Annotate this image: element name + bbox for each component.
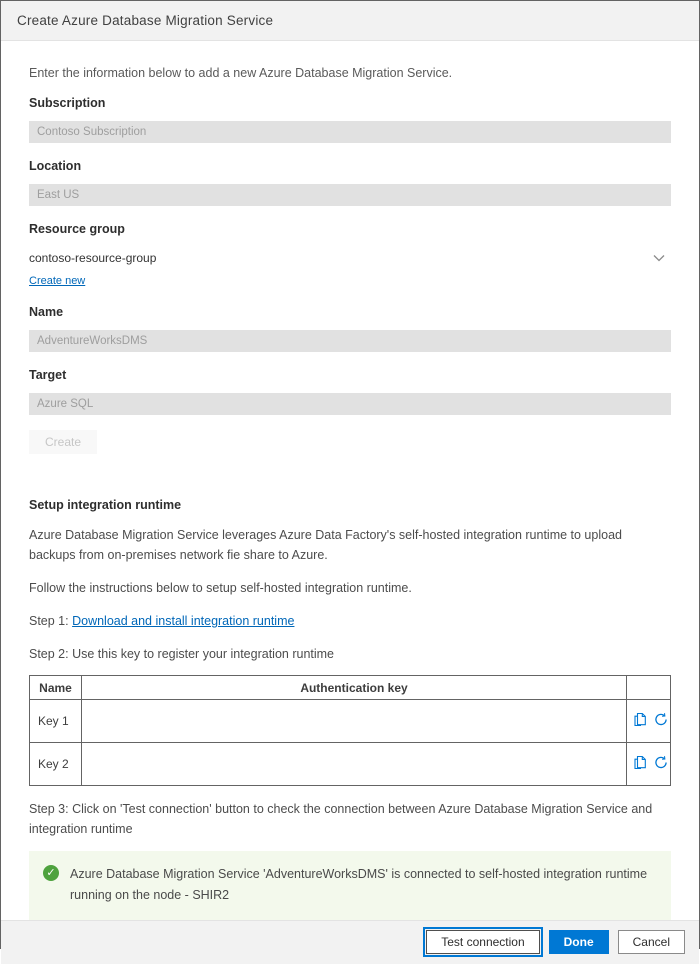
- location-label: Location: [29, 159, 82, 173]
- key1-name-cell: Key 1: [30, 700, 82, 743]
- dialog-header: [1, 1, 699, 41]
- name-field: [29, 330, 671, 352]
- col-header-auth-key: Authentication key: [82, 676, 627, 700]
- connection-success-banner: [29, 851, 671, 920]
- refresh-icon[interactable]: [654, 755, 668, 773]
- create-new-link[interactable]: Create new: [29, 275, 86, 287]
- step2-line: Step 2: Use this key to register your integration runtime: [29, 647, 335, 661]
- authentication-key-table: [29, 675, 671, 786]
- step3-line: Step 3: Click on 'Test connection' button to check the connection between Azure Database Migration Service and integration runtime: [29, 802, 653, 836]
- resource-group-value: contoso-resource-group: [29, 251, 157, 265]
- key1-actions-cell: [627, 700, 671, 743]
- connection-success-message: Azure Database Migration Service 'AdventureWorksDMS' is connected to self-hosted integration runtime running on the node - SHIR2: [70, 867, 648, 903]
- refresh-icon[interactable]: [654, 712, 668, 730]
- key2-name-cell: Key 2: [30, 743, 82, 786]
- check-circle-icon: ✓: [43, 865, 59, 881]
- dialog-body: [1, 41, 699, 920]
- test-connection-button[interactable]: Test connection: [426, 930, 539, 954]
- step1-prefix: Step 1:: [29, 614, 73, 628]
- cancel-button[interactable]: Cancel: [618, 930, 685, 954]
- copy-icon[interactable]: [633, 712, 647, 730]
- col-header-actions: [627, 676, 671, 700]
- dialog-title: Create Azure Database Migration Service: [17, 13, 274, 28]
- name-label: Name: [29, 305, 64, 319]
- key2-value-cell: [82, 743, 627, 786]
- target-field: [29, 393, 671, 415]
- table-row: [30, 743, 671, 786]
- setup-description: Azure Database Migration Service leverages Azure Data Factory's self-hosted integration runtime to upload backups from on-premises network fie share to Azure.: [29, 528, 622, 562]
- setup-heading: Setup integration runtime: [29, 498, 182, 512]
- done-button[interactable]: Done: [549, 930, 609, 954]
- target-label: Target: [29, 368, 67, 382]
- subscription-label: Subscription: [29, 96, 106, 110]
- step1-line: [29, 611, 671, 631]
- key2-actions-cell: [627, 743, 671, 786]
- col-header-name: Name: [30, 676, 82, 700]
- subscription-field: [29, 121, 671, 143]
- create-button: Create: [29, 430, 97, 454]
- resource-group-select[interactable]: [29, 245, 671, 271]
- download-runtime-link[interactable]: Download and install integration runtime: [72, 614, 295, 628]
- intro-text: Enter the information below to add a new Azure Database Migration Service.: [29, 66, 453, 80]
- chevron-down-icon: [653, 254, 665, 262]
- table-header-row: [30, 676, 671, 700]
- dialog-footer: [1, 920, 699, 964]
- setup-instructions: Follow the instructions below to setup self-hosted integration runtime.: [29, 581, 412, 595]
- key1-value-cell: [82, 700, 627, 743]
- copy-icon[interactable]: [633, 755, 647, 773]
- table-row: [30, 700, 671, 743]
- location-field: [29, 184, 671, 206]
- resource-group-label: Resource group: [29, 222, 125, 236]
